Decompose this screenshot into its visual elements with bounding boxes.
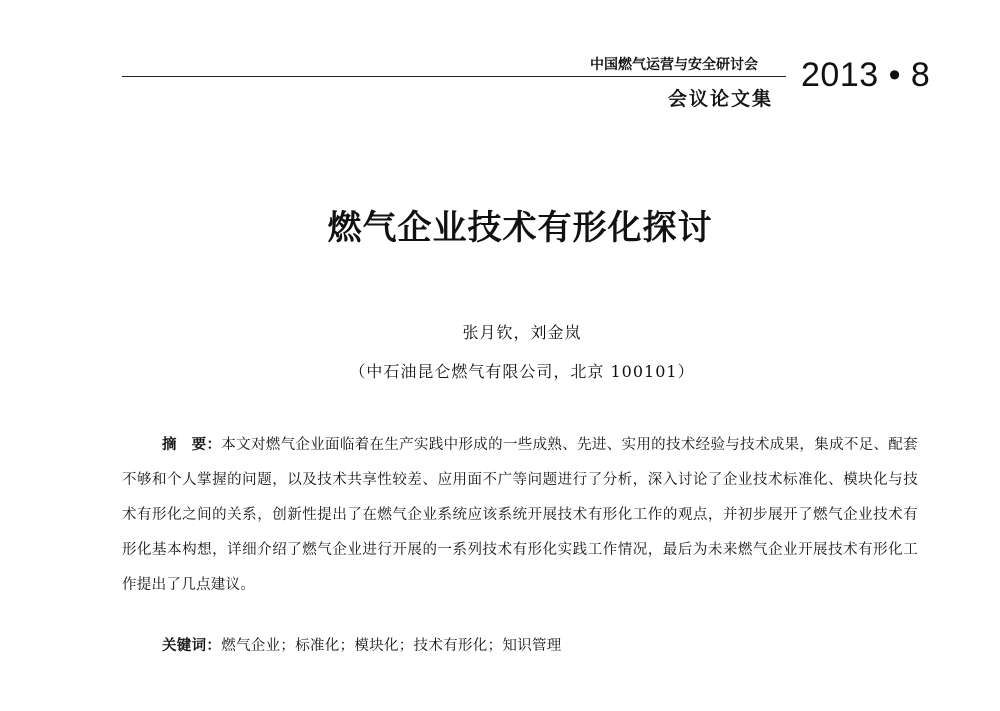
header-rule [122,76,786,77]
conference-date: 2013 • 8 [801,56,931,94]
keywords-label: 关键词： [162,638,222,654]
paper-affiliation: （中石油昆仑燃气有限公司，北京 100101） [349,362,695,381]
proceedings-label: 会议论文集 [668,88,774,110]
abstract-text: 本文对燃气企业面临着在生产实践中形成的一些成熟、先进、实用的技术经验与技术成果，集成不足、配套不够和个人掌握的问题，以及技术共享性较差、应用面不广等问题进行了分析，深入讨论了企业技术标准化、模块化与技术有形化之间的关系，创新性提出了在燃气企业系统应该系统开展技术有形化工作的观点，并初步展开了燃气企业技术有形化基本构想，详细介绍了燃气企业进行开展的一系列技术有形化实践工作情况，最后为未来燃气企业开展技术有形化工作提出了几点建议。 [122,437,918,593]
keywords-text: 燃气企业；标准化；模块化；技术有形化；知识管理 [221,638,562,654]
conference-name: 中国燃气运营与安全研讨会 [590,57,758,73]
abstract-paragraph [122,428,918,603]
keywords-line [162,634,562,655]
paper-title: 燃气企业技术有形化探讨 [327,208,713,248]
abstract-label: 摘 要： [162,437,222,453]
paper-authors: 张月钦，刘金岚 [462,323,582,342]
